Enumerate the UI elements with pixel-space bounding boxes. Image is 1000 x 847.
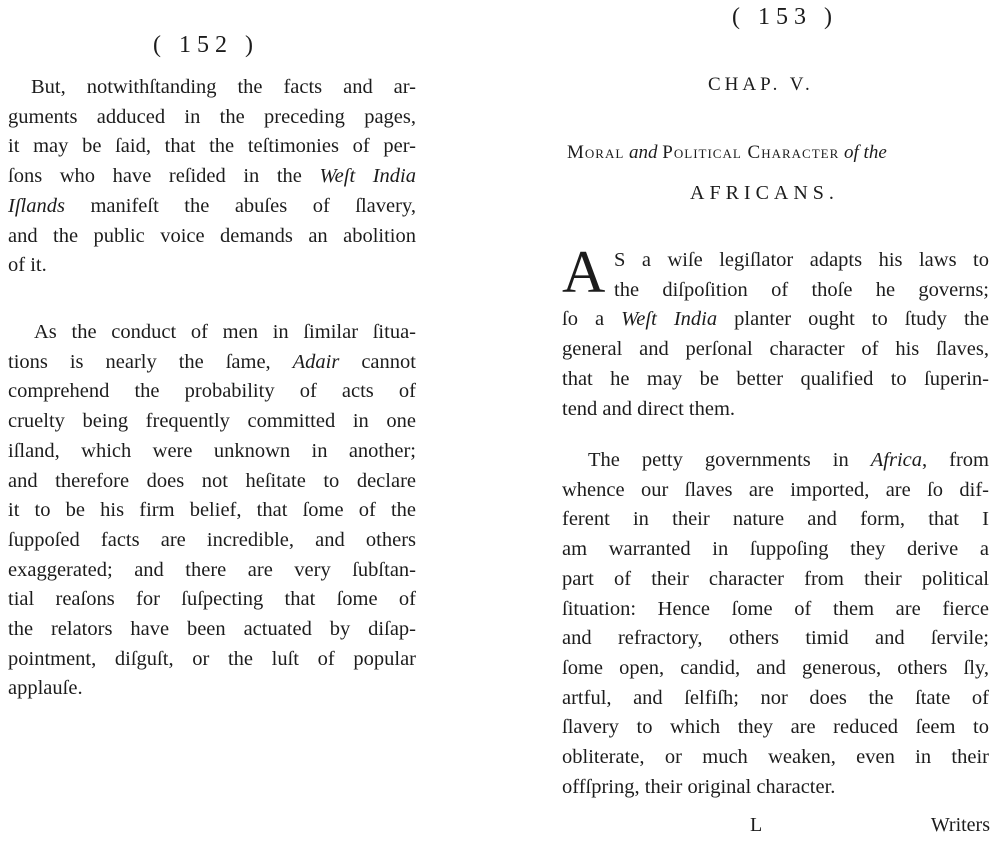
text-line: it to be his firm belief, that ſome of the [8,499,416,522]
text-line: that he may be better qualified to ſuperin- [562,367,989,390]
text-line: As the conduct of men in ſimilar ſitua- [34,321,416,343]
section-title-word: and [629,142,658,163]
text-line: comprehend the probability of acts of [8,380,416,403]
italic-text: Iſlands [8,194,65,217]
text-line: general and perſonal character of his ſlaves, [562,338,989,361]
text-line: artful, and ſelfiſh; nor does the ſtate of [562,686,989,709]
italic-text: Weſt India [319,165,416,188]
paragraph [8,318,416,704]
text-line: whence our ſlaves are imported, are ſo dif- [562,478,989,501]
page-number: ( 153 ) [732,4,838,30]
text-line: tions is nearly the ſame, Adair cannot [8,350,416,373]
text-line: am warranted in ſuppoſing they derive a [562,538,989,561]
text-line: part of their character from their political [562,567,989,590]
text-line: and therefore does not heſitate to declare [8,469,416,492]
italic-text: Adair [292,350,340,373]
text-line: tend and direct them. [562,397,736,420]
text-line: ſuppoſed facts are incredible, and others [8,528,416,551]
text-line: S a wiſe legiſlator adapts his laws to [614,249,989,271]
text-line: iſland, which were unknown in another; [8,439,416,462]
italic-text: Africa [870,449,922,471]
italic-text: Weſt India [621,308,718,331]
text-line: the diſpoſition of thoſe he governs; [614,278,989,301]
text-line: ſlavery to which they are reduced ſeem to [562,716,989,739]
section-title-word: Political Character [662,142,840,163]
text-line: of it. [8,254,47,277]
text-line: and refractory, others timid and ſervile; [562,627,989,650]
text-line: ſo a Weſt India planter ought to ſtudy the [562,308,989,331]
section-title-word: Moral [567,142,625,163]
footer [750,814,990,844]
text-line: ſome open, candid, and generous, others ſly, [562,656,989,679]
text-line: it may be ſaid, that the teſtimonies of per- [8,135,416,158]
text-line: pointment, diſguſt, or the luſt of popular [8,647,416,670]
text-line: Iſlands manifeſt the abuſes of ſlavery, [8,194,416,217]
text-line: ſituation: Hence ſome of them are fierce [562,597,989,620]
text-line: cruelty being frequently committed in one [8,410,416,433]
text-line: But, notwithſtanding the facts and ar- [31,76,416,98]
text-line: ferent in their nature and form, that I [562,508,989,531]
right-page [500,0,1000,847]
text-line: ſons who have reſided in the Weſt India [8,165,416,188]
paragraph [562,446,989,802]
paragraph [562,239,989,424]
text-line: and the public voice demands an abolition [8,224,416,247]
text-line: obliterate, or much weaken, even in their [562,746,989,769]
drop-cap: A [562,239,606,305]
signature-mark: L [750,814,763,836]
text-line: exaggerated; and there are very ſubſtan- [8,558,416,581]
page-number: ( 152 ) [153,32,259,58]
chapter-heading: CHAP. V. [708,74,814,95]
text-line: applauſe. [8,677,83,700]
section-title-word: of the [844,142,887,163]
text-line: offſpring, their original character. [562,775,836,798]
section-title [567,142,887,164]
paragraph [8,73,416,281]
text-line: guments adduced in the preceding pages, [8,105,416,128]
text-line: tial reaſons for ſuſpecting that ſome of [8,588,416,611]
text-line: the relators have been actuated by diſap- [8,618,416,641]
catchword: Writers [930,814,990,836]
section-subtitle: AFRICANS. [690,182,839,204]
text-line: The petty governments in Africa, from [588,449,989,471]
